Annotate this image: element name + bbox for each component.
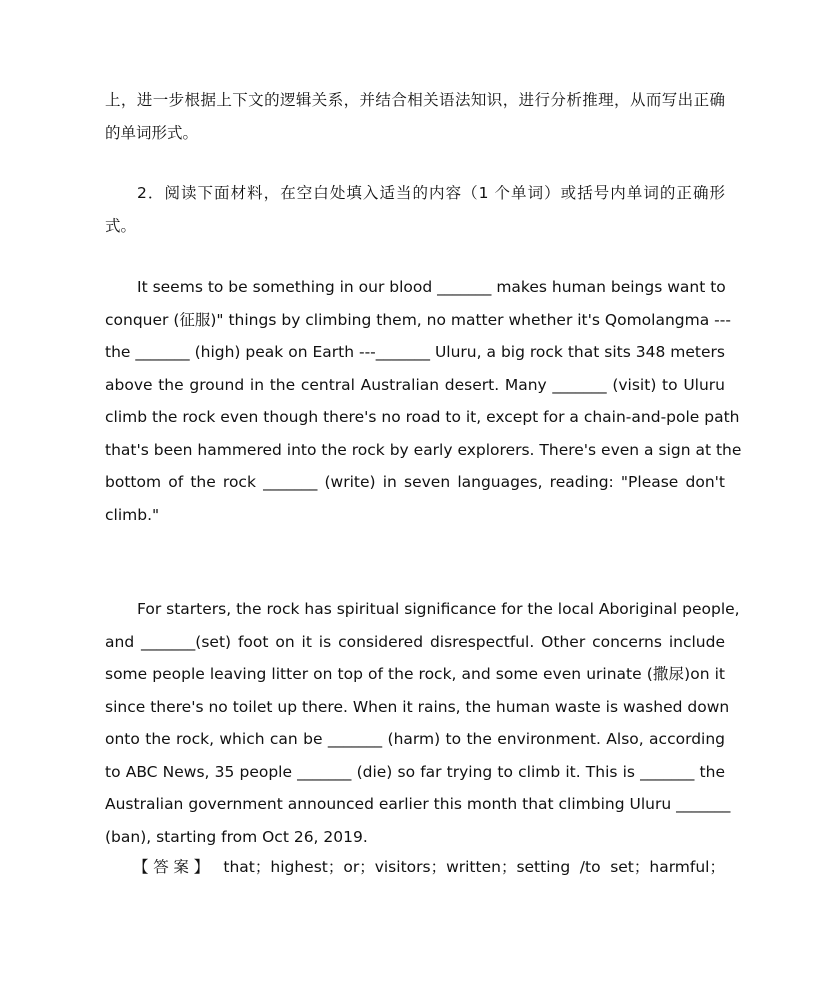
answer-line	[105, 851, 725, 884]
text-line: It seems to be something in our blood _______ makes human beings want to	[137, 278, 726, 296]
text-line: since there's no toilet up there. When it rains, the human waste is washed down	[105, 697, 730, 716]
text-line: to ABC News, 35 people _______ (die) so far trying to climb it. This is _______ the	[105, 762, 725, 781]
text-line: and _______(set) foot on it is considered disrespectful. Other concerns include	[105, 632, 725, 651]
text-line: 上，进一步根据上下文的逻辑关系，并结合相关语法知识，进行分析推理，从而写出正确	[105, 91, 725, 109]
intro-text	[105, 84, 725, 149]
text-line: bottom of the rock _______ (write) in seven languages, reading: "Please don't	[105, 473, 725, 491]
text-line: above the ground in the central Australian desert. Many _______ (visit) to Uluru	[105, 375, 725, 394]
text-line: climb the rock even though there's no road to it, except for a chain-and-pole path	[105, 408, 740, 426]
text-line: 的单词形式。	[105, 123, 199, 142]
text-line: For starters, the rock has spiritual significance for the local Aboriginal people,	[137, 600, 740, 618]
text-line: (ban), starting from Oct 26, 2019.	[105, 827, 368, 846]
answer-label: 【答案】	[133, 858, 214, 876]
text-line: onto the rock, which can be _______ (harm) to the environment. Also, according	[105, 730, 725, 748]
text-line: Australian government announced earlier this month that climbing Uluru _______	[105, 795, 731, 813]
text-line: the _______ (high) peak on Earth ---_______ Uluru, a big rock that sits 348 meters	[105, 343, 725, 361]
passage-paragraph-1	[105, 271, 742, 531]
text-line: that's been hammered into the rock by early explorers. There's even a sign at the	[105, 440, 742, 459]
text-line: conquer (征服)" things by climbing them, no matter whether it's Qomolangma ---	[105, 310, 731, 329]
text-line: some people leaving litter on top of the rock, and some even urinate (撒尿)on it	[105, 665, 725, 683]
text-line: climb."	[105, 505, 160, 524]
text-line: 2．阅读下面材料，在空白处填入适当的内容（1 个单词）或括号内单词的正确形	[137, 184, 725, 202]
answer-text: that；highest；or；visitors；written；setting /to set；harmful；	[223, 858, 725, 876]
text-line: 式。	[105, 216, 137, 235]
question-instruction	[105, 177, 725, 242]
passage-paragraph-2	[105, 593, 740, 853]
